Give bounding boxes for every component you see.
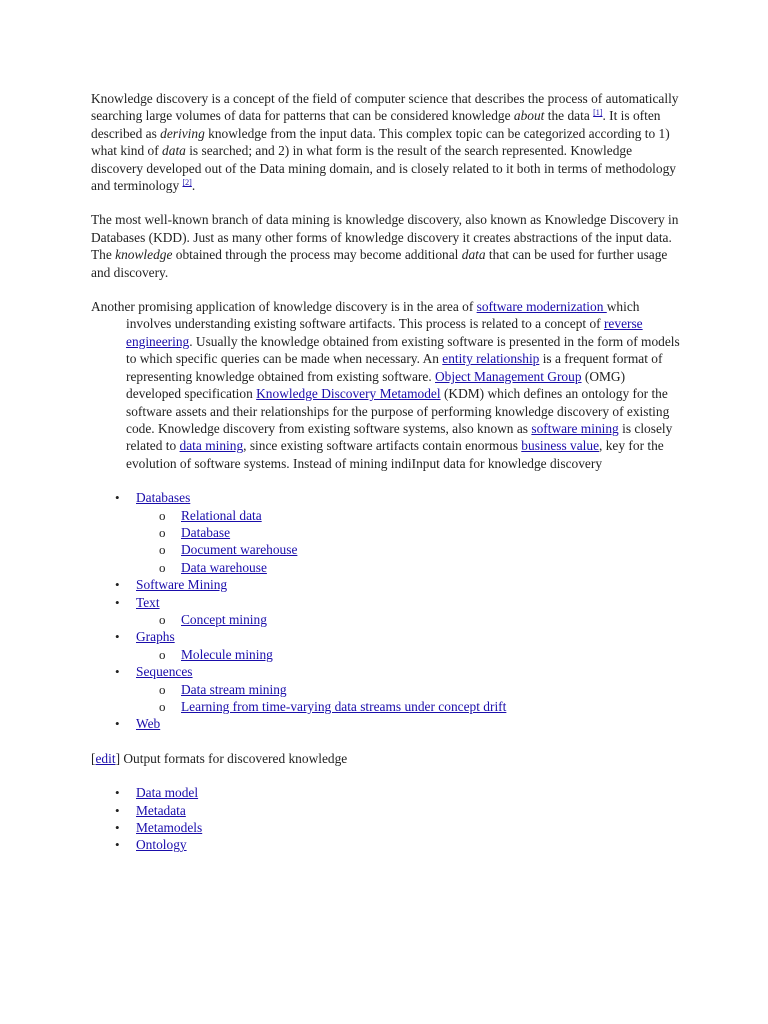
intro-text: is searched; and 2) in what form is the result of the search represented. Knowledge discovery developed out of the Data mining domain, and is closely related to it both in terms of methodology and terminology <box>91 143 676 194</box>
list-item <box>136 594 681 629</box>
software-text: is a frequent format of representing knowledge obtained from existing software. <box>126 351 663 384</box>
sub-list-item <box>181 559 681 576</box>
kdd-paragraph <box>91 211 681 281</box>
software-text: is closely related to <box>126 420 673 454</box>
sub-list-item <box>181 646 681 663</box>
software-text: . Usually the knowledge obtained from existing software is presented in the form of models to which specific queries can be made when necessary. An <box>126 333 680 367</box>
software-text: (OMG) developed specification <box>126 368 626 402</box>
intro-emphasis-deriving: deriving <box>160 125 205 141</box>
intro-text: . It is often described as <box>91 108 661 141</box>
sub-list-item <box>181 611 681 628</box>
link-web[interactable]: Web <box>136 716 161 732</box>
sub-list-item <box>181 681 681 698</box>
link-data-stream-mining[interactable]: Data stream mining <box>181 681 287 697</box>
kdd-text: The most well-known branch of data mining is knowledge discovery, also known as Knowledge Discovery in Databases (KDD). Just as many other forms of knowledge discovery it creates abstractions of the input data. The <box>91 212 679 263</box>
citation-link-2[interactable]: [2] <box>182 178 192 188</box>
link-metadata[interactable]: Metadata <box>136 802 186 818</box>
link-graphs[interactable]: Graphs <box>136 629 175 645</box>
output-formats-list <box>91 784 681 854</box>
list-item <box>136 663 681 715</box>
link-sequences[interactable]: Sequences <box>136 664 193 680</box>
link-molecule-mining[interactable]: Molecule mining <box>181 646 273 662</box>
section-heading <box>91 750 681 767</box>
input-data-list <box>91 489 681 733</box>
edit-link[interactable]: edit <box>95 750 116 766</box>
link-learning-concept-drift[interactable]: Learning from time-varying data streams under concept drift <box>181 699 507 714</box>
link-knowledge-discovery-metamodel[interactable]: Knowledge Discovery Metamodel <box>256 386 441 402</box>
link-database[interactable]: Database <box>181 524 231 540</box>
link-relational-data[interactable]: Relational data <box>181 507 262 523</box>
sub-list-item <box>181 507 681 524</box>
link-business-value[interactable]: business value <box>521 438 600 454</box>
sub-list-item <box>181 698 681 715</box>
kdd-emphasis-knowledge: knowledge <box>115 247 173 263</box>
software-text: which involves understanding existing software artifacts. This process is related to a concept of <box>126 299 640 332</box>
list-item <box>136 576 681 593</box>
link-metamodels[interactable]: Metamodels <box>136 820 203 836</box>
link-software-mining-item[interactable]: Software Mining <box>136 577 228 593</box>
software-text: Another promising application of knowledge discovery is in the area of <box>91 299 477 315</box>
document-page <box>91 90 681 854</box>
link-ontology[interactable]: Ontology <box>136 837 187 853</box>
sub-list-item <box>181 524 681 541</box>
kdd-text: that can be used for further usage and discovery. <box>91 247 668 280</box>
link-data-mining[interactable]: data mining <box>179 438 244 454</box>
sub-list <box>136 646 681 663</box>
intro-emphasis-about: about <box>513 108 545 124</box>
link-software-mining[interactable]: software mining <box>531 420 619 436</box>
sub-list <box>136 681 681 716</box>
link-concept-mining[interactable]: Concept mining <box>181 611 267 627</box>
intro-emphasis-data: data <box>162 143 186 159</box>
software-text: , key for the evolution of software systems. Instead of mining indiInput data for knowledge discovery <box>126 438 664 471</box>
link-text[interactable]: Text <box>136 594 160 610</box>
intro-text: knowledge from the input data. This complex topic can be categorized according to 1) what kind of <box>91 125 670 159</box>
link-databases[interactable]: Databases <box>136 490 191 506</box>
list-item <box>136 715 681 732</box>
sub-list-item <box>181 541 681 558</box>
link-object-management-group[interactable]: Object Management Group <box>435 368 582 384</box>
link-reverse-engineering[interactable]: reverse engineering <box>126 316 643 349</box>
list-item <box>136 836 681 853</box>
intro-text: Knowledge discovery is a concept of the field of computer science that describes the process of automatically searching large volumes of data for patterns that can be considered knowledge <box>91 91 679 124</box>
sub-list <box>136 611 681 628</box>
kdd-text: obtained through the process may become additional <box>172 247 462 263</box>
link-entity-relationship[interactable]: entity relationship <box>442 351 540 367</box>
list-item <box>136 802 681 819</box>
software-text: (KDM) which defines an ontology for the software assets and their relationships for the purpose of performing knowledge discovery of existing code. Knowledge discovery from existing software systems, also known as <box>126 386 670 436</box>
link-document-warehouse[interactable]: Document warehouse <box>181 542 298 558</box>
link-data-model[interactable]: Data model <box>136 785 199 801</box>
edit-bracket: ] <box>115 750 121 766</box>
list-item <box>136 489 681 576</box>
edit-bracket: [ <box>91 750 96 766</box>
list-item <box>136 628 681 663</box>
intro-text: . <box>191 178 196 194</box>
software-paragraph <box>91 298 681 472</box>
software-text: , since existing software artifacts contain enormous <box>243 438 522 454</box>
section-title: Output formats for discovered knowledge <box>120 750 348 766</box>
sub-list <box>136 507 681 577</box>
link-software-modernization[interactable]: software modernization <box>476 299 607 315</box>
intro-paragraph <box>91 90 681 194</box>
citation-link-1[interactable]: [1] <box>593 108 603 118</box>
link-data-warehouse[interactable]: Data warehouse <box>181 559 267 575</box>
list-item <box>136 819 681 836</box>
list-item <box>136 784 681 801</box>
intro-text: the data <box>544 108 594 124</box>
kdd-emphasis-data: data <box>461 247 486 263</box>
